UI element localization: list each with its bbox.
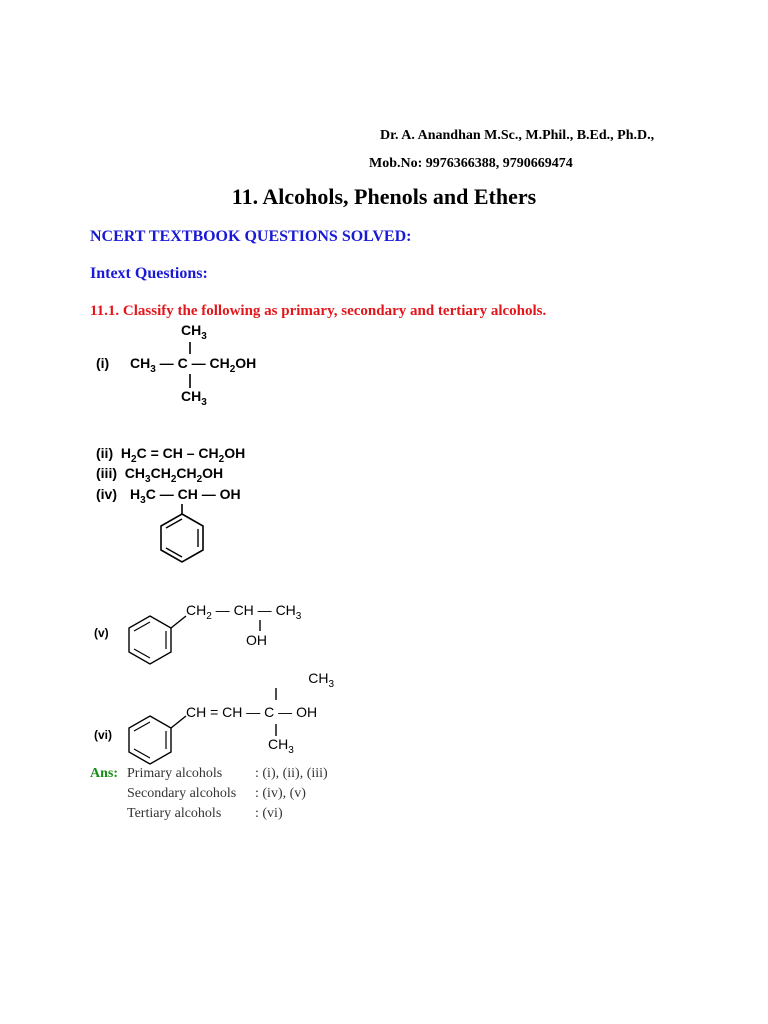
structure-label: (vi) [94, 728, 112, 742]
structure-label: (iv) [96, 486, 117, 502]
secondary-value: : (iv), (v) [255, 786, 306, 801]
secondary-label: Secondary alcohols [127, 786, 237, 801]
main-chain: $CH_3$ — C — $CH_2OH$ [130, 355, 257, 375]
tertiary-value: : (vi) [255, 806, 283, 821]
formula: $H_3C$ — CH — OH [130, 486, 241, 506]
page-title: 11. Alcohols, Phenols and Ethers [231, 184, 537, 209]
structure-vi [94, 666, 354, 766]
svg-text:CH3: $CH_3$ [308, 670, 334, 690]
svg-text:CH2 — CH — CH3: $CH_2$ — CH — $CH_3$ [186, 602, 302, 622]
structure-i [96, 322, 296, 412]
structure-label: (v) [94, 626, 109, 640]
structure-label: (ii) [96, 445, 114, 461]
benzene-ring [122, 712, 192, 772]
bonds [96, 322, 296, 412]
answer-label: Ans: [90, 766, 119, 781]
formula: $H_2C$ = CH – $CH_2OH$ [117, 445, 246, 465]
mobile-line: Mob.No: 9976366388, 9790669474 [369, 156, 573, 171]
structure-label: (i) [96, 355, 110, 371]
benzene-ring [122, 612, 192, 672]
author-line: Dr. A. Anandhan M.Sc., M.Phil., B.Ed., Ph.D., [380, 128, 655, 143]
formula: $CH_3CH_2CH_2OH$ [120, 465, 224, 485]
structure-iii [96, 465, 223, 485]
primary-label: Primary alcohols [127, 766, 223, 781]
ch3-bottom: $CH_3$ [181, 388, 207, 408]
svg-text:CH = CH — C — OH: CH = CH — C — OH [186, 704, 318, 720]
side-chain [184, 666, 354, 756]
svg-text:OH: OH [246, 632, 267, 648]
tertiary-label: Tertiary alcohols [127, 806, 222, 821]
structure-ii [96, 445, 245, 465]
structure-iv [96, 486, 296, 576]
subsection-heading: Intext Questions: [90, 265, 208, 282]
question-text: 11.1. Classify the following as primary, secondary and tertiary alcohols. [90, 303, 547, 319]
answer-block [90, 764, 390, 828]
side-chain [184, 598, 354, 653]
primary-value: : (i), (ii), (iii) [255, 766, 328, 781]
benzene-ring [146, 504, 216, 568]
section-heading: NCERT TEXTBOOK QUESTIONS SOLVED: [90, 228, 412, 245]
structure-label: (iii) [96, 465, 117, 481]
svg-text:CH3: $CH_3$ [268, 736, 294, 756]
structure-v [94, 598, 354, 668]
ch3-top: $CH_3$ [181, 322, 207, 342]
